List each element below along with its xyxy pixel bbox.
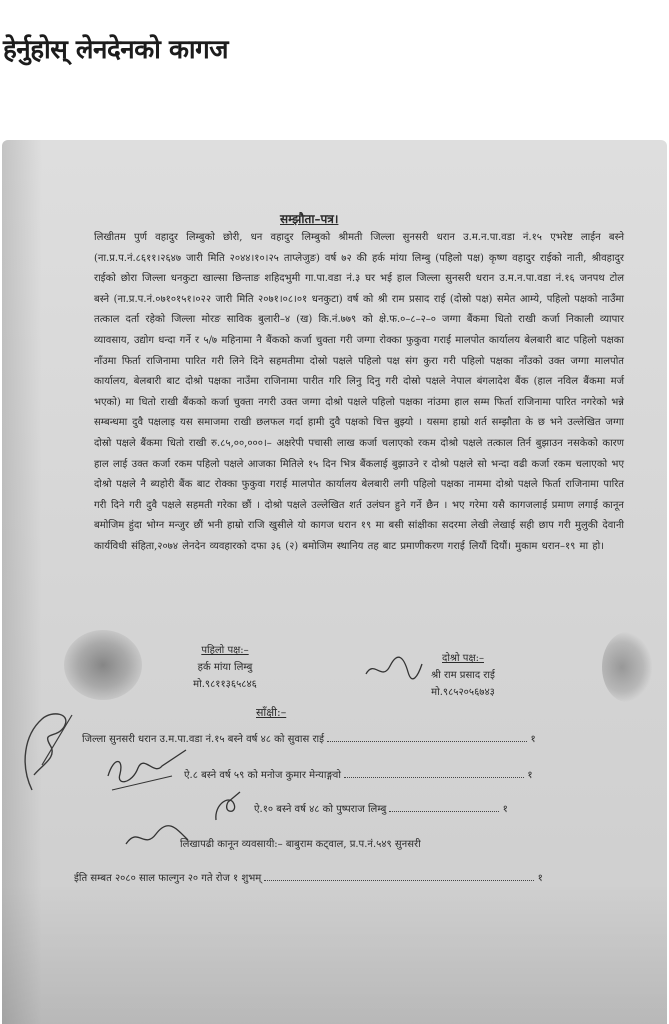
- date-count: १: [537, 873, 543, 884]
- second-party-label: दोश्रो पक्ष:–: [442, 653, 484, 664]
- dotted-line: [327, 741, 527, 742]
- first-party-thumbprint: [64, 630, 142, 700]
- witness-signature-1: [102, 746, 192, 792]
- witness-text: ऐ.१० बस्ने वर्ष ४८ को पुष्पराज लिम्बु: [254, 804, 387, 815]
- first-party-phone: मो.९८११३६५८४६: [193, 679, 257, 690]
- margin-signature: [12, 705, 82, 795]
- witness-row: [184, 767, 533, 781]
- witness-count: १: [530, 734, 536, 745]
- first-party-label: पहिलो पक्ष:–: [201, 645, 249, 656]
- witness-count: १: [527, 770, 533, 781]
- first-party-thumbprint-2: [602, 632, 652, 702]
- dotted-line: [344, 777, 524, 778]
- witness-signature-2: [210, 790, 250, 824]
- witness-count: १: [502, 804, 508, 815]
- document-title: सम्झौता–पत्र।: [280, 212, 339, 226]
- dotted-line: [264, 880, 534, 881]
- second-party-phone: मो.९८५२०५६७४३: [431, 687, 495, 698]
- document-photo: [2, 140, 667, 1024]
- second-party-name: श्री राम प्रसाद राई: [431, 670, 495, 681]
- date-text: ईति सम्बत २०८० साल फाल्गुन २० गते रोज १ शुभम्: [74, 873, 262, 884]
- first-party-name: हर्क मांया लिम्बु: [197, 662, 253, 673]
- agreement-body: लिखीतम पुर्ण वहादुर लिम्बुको छोरी, धन वहादुर लिम्बुको श्रीमती जिल्ला सुनसरी धरान उ.म.न.पा.वडा नं.१५ एभरेष्ट लाईन बस्ने (ना.प्र.प.नं.८६११।२६४७ जारी मिति २०४४।१०।२५ ताप्लेजुङ) वर्ष ७२ की हर्क मांया लिम्बु (पहिलो पक्ष) कृष्ण वहादुर राईको नाती, श्रीवहादुर राईको छोरा जिल्ला धनकुटा खाल्सा छिन्ताङ शहिदभुमी गा.पा.वडा नं.३ घर भई हाल जिल्ला सुनसरी धरान उ.म.न.पा.वडा नं.१६ जनपथ टोल बस्ने (ना.प्र.प.नं.०७१०१५१।०२२ जारी मिति २०७१।०८।०१ धनकुटा) वर्ष को श्री राम प्रसाद राई (दोस्रो पक्ष) समेत आम्ये, पहिलो पक्षको नाउँमा तत्काल दर्ता रहेको जिल्ला मोरङ साविक बुलारी–४ (ख) कि.नं.७७९ को क्षे.फ.०–८–२–० जग्गा बैंकमा धितो राखी कर्जा निकाली व्यापार व्यावसाय, उद्योग धन्दा गर्ने र ५/७ महिनामा नै बैंकको कर्जा चुक्ता गरी जग्गा रोक्का फुकुवा गराई मालपोत कार्यालय बेलबारी बाट पहिलो पक्षका नाँउमा फिर्ता राजिनामा पारित गरी लिने दिने सहमतीमा दोस्रो पक्षले पहिलो पक्ष संग कुरा गरी पहिलो पक्षका नाँउको उक्त जग्गा मालपोत कार्यालय, बेलबारी बाट दोश्रो पक्षका नाउँमा राजिनामा पारीत गरि लिनु दिनु गरी दोस्रो पक्षले नेपाल बंगलादेश बैंक (हाल नविल बैंकमा मर्ज भएको) मा धितो राखी बैंकको कर्जा चुक्ता नगरी उक्त जग्गा दोश्रो पक्षले पहिलो पक्षका नांउमा हाल सम्म फिर्ता राजिनामा पारित नगरेको भन्ने सम्बन्धमा दुवै पक्षलाइ यस समाजमा राखी छलफल गर्दा हामी दुवै पक्षको चित्त बुझ्यो । यसमा हाम्रो शर्त सम्झौता के छ भने उल्लेखित जग्गा दोस्रो पक्षले बैंकमा धितो राखी रु.८५,००,०००।– अक्षरेपी पचासी लाख कर्जा चलाएको रकम दोश्रो पक्षले तत्काल तिर्न बुझाउन नसकेको कारण हाल लाई उक्त कर्जा रकम पहिलो पक्षले आजका मितिले १५ दिन भित्र बैंकलाई बुझाउने र दोश्रो पक्षले सो भन्दा वढी कर्जा रकम चलाएको भए दोश्रो पक्षले नै ब्यहोरी बैंक बाट रोक्का फुकुवा गराई मालपोत कार्यालय बेलबारी लगी पहिलो पक्षका नाममा दोश्रो पक्षले फिर्ता राजिनामा पारित गरी दिने गरी दुवै पक्षले सहमती गरेका छौं । दोश्रो पक्षले उल्लेखित शर्त उलंघन हुने गर्ने छैन । भए गरेमा यसै कागजलाई प्रमाण लगाई कानून बमोजिम हुंदा भोग्न मन्जुर छौं भनी हाम्रो राजि खुसीले यो कागज धरान १९ मा बसी सांक्षीका सदरमा लेखी लेखाई सही छाप गरी मुलुकी देवानी कार्यविधी संहिता,२०७४ लेनदेन व्यवहारको दफा ३६ (२) बमोजिम स्थानिय तह बाट प्रमाणीकरण गराई लियौं दियौं। मुकाम धरान–१९ मा हो।: [94, 232, 624, 552]
- witness-text: जिल्ला सुनसरी धरान उ.म.पा.वडा नं.१५ बस्ने वर्ष ४८ को सुवास राई: [82, 734, 325, 745]
- date-line: [74, 870, 543, 884]
- scribe-line: लिखापढी कानून व्यवसायी:– बाबुराम कट्वाल, प्र.प.नं.५४९ सुनसरी: [180, 839, 421, 850]
- paper-shade-bottom: [2, 884, 667, 1024]
- witness-text: ऐ.८ बस्ने वर्ष ५९ को मनोज कुमार मेन्याङ्गवो: [184, 770, 341, 781]
- dotted-line: [389, 811, 499, 812]
- page-headline: हेर्नुहोस् लेनदेनको कागज: [3, 35, 229, 65]
- first-party-block: [160, 642, 290, 693]
- witness-row: [254, 801, 508, 815]
- witness-heading: साँक्षी:–: [256, 706, 287, 719]
- witness-row: [82, 731, 536, 745]
- second-party-signature: [364, 654, 424, 684]
